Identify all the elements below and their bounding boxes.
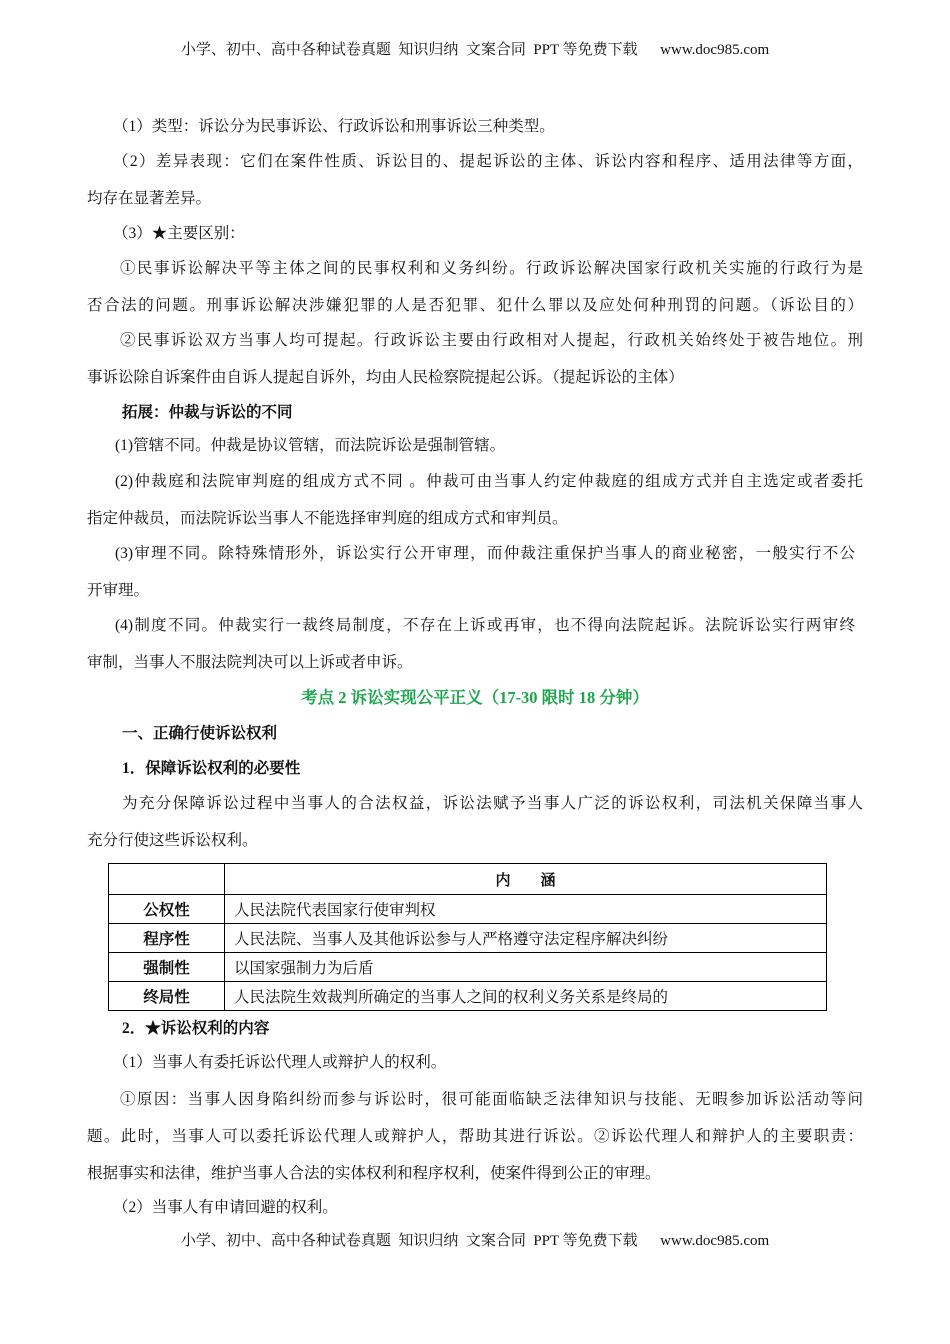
table-cell-value: 人民法院、当事人及其他诉讼参与人严格遵守法定程序解决纠纷 — [225, 924, 827, 953]
table-header-cell: 内 涵 — [225, 864, 827, 895]
extension-item-1: (1)管辖不同。仲裁是协议管辖，而法院诉讼是强制管辖。 — [115, 437, 506, 454]
heading-1: 一、正确行使诉讼权利 — [122, 725, 278, 742]
paragraph-reason-cont-2: 根据事实和法律，维护当事人合法的实体权利和程序权利，使案件得到公正的审理。 — [87, 1165, 661, 1182]
paragraph-main-differences: （3）★主要区别： — [113, 225, 245, 242]
extension-item-2-cont: 指定仲裁员，而法院诉讼当事人不能选择审判庭的组成方式和审判员。 — [87, 510, 568, 527]
table-row — [109, 982, 827, 1011]
extension-item-4: (4)制度不同。仲裁实行一裁终局制度，不存在上诉或再审，也不得向法院起诉。法院诉讼实行两审终 — [115, 617, 855, 634]
features-table — [108, 863, 827, 1011]
table-header-row — [109, 864, 827, 895]
paragraph-point-2-cont: 事诉讼除自诉案件由自诉人提起自诉外，均由人民检察院提起公诉。（提起诉讼的主体） — [87, 369, 684, 386]
page-header: 小学、初中、高中各种试卷真题 知识归纳 文案合同 PPT 等免费下载 www.doc985.com — [180, 42, 770, 58]
table-cell-key: 强制性 — [109, 953, 225, 982]
heading-1-1: 1．保障诉讼权利的必要性 — [122, 760, 301, 777]
table-header-cell — [109, 864, 225, 895]
table-cell-key: 公权性 — [109, 895, 225, 924]
paragraph-difference: （2）差异表现：它们在案件性质、诉讼目的、提起诉讼的主体、诉讼内容和程序、适用法律等方面， — [113, 153, 863, 170]
table-cell-value: 人民法院生效裁判所确定的当事人之间的权利义务关系是终局的 — [225, 982, 827, 1011]
table-row — [109, 895, 827, 924]
paragraph-reason-cont: 题。此时，当事人可以委托诉讼代理人或辩护人，帮助其进行诉讼。②诉讼代理人和辩护人的主要职责： — [87, 1128, 863, 1145]
table-cell-key: 程序性 — [109, 924, 225, 953]
paragraph-point-1-cont: 否合法的问题。刑事诉讼解决涉嫌犯罪的人是否犯罪、犯什么罪以及应处何种刑罚的问题。（诉讼目的） — [87, 297, 863, 314]
table-row — [109, 924, 827, 953]
section-title: 考点 2 诉讼实现公平正义（17-30 限时 18 分钟） — [301, 688, 649, 707]
table-cell-key: 终局性 — [109, 982, 225, 1011]
extension-title: 拓展：仲裁与诉讼的不同 — [122, 404, 293, 421]
extension-item-4-cont: 审制，当事人不服法院判决可以上诉或者申诉。 — [87, 654, 413, 671]
paragraph-point-1: ①民事诉讼解决平等主体之间的民事权利和义务纠纷。行政诉讼解决国家行政机关实施的行政行为是 — [120, 260, 863, 277]
paragraph-right-1: （1）当事人有委托诉讼代理人或辩护人的权利。 — [113, 1054, 447, 1071]
table-row — [109, 953, 827, 982]
extension-item-2: (2)仲裁庭和法院审判庭的组成方式不同 。仲裁可由当事人约定仲裁庭的组成方式并自主选定或者委托 — [115, 473, 863, 490]
paragraph-necessity-cont: 充分行使这些诉讼权利。 — [87, 832, 258, 849]
page-footer: 小学、初中、高中各种试卷真题 知识归纳 文案合同 PPT 等免费下载 www.doc985.com — [180, 1233, 770, 1249]
extension-item-3: (3)审理不同。除特殊情形外，诉讼实行公开审理，而仲裁注重保护当事人的商业秘密，一般实行不公 — [115, 545, 855, 562]
paragraph-reason: ①原因：当事人因身陷纠纷而参与诉讼时，很可能面临缺乏法律知识与技能、无暇参加诉讼活动等问 — [120, 1091, 863, 1108]
extension-item-3-cont: 开审理。 — [87, 582, 150, 599]
heading-1-2: 2．★诉讼权利的内容 — [122, 1020, 270, 1037]
table-cell-value: 以国家强制力为后盾 — [225, 953, 827, 982]
paragraph-point-2: ②民事诉讼双方当事人均可提起。行政诉讼主要由行政相对人提起，行政机关始终处于被告地位。刑 — [120, 332, 863, 349]
paragraph-right-2: （2）当事人有申请回避的权利。 — [113, 1199, 338, 1216]
paragraph-difference-cont: 均存在显著差异。 — [87, 190, 212, 207]
table-cell-value: 人民法院代表国家行使审判权 — [225, 895, 827, 924]
paragraph-type: （1）类型：诉讼分为民事诉讼、行政诉讼和刑事诉讼三种类型。 — [113, 118, 555, 135]
paragraph-necessity: 为充分保障诉讼过程中当事人的合法权益，诉讼法赋予当事人广泛的诉讼权利，司法机关保障当事人 — [122, 795, 863, 812]
